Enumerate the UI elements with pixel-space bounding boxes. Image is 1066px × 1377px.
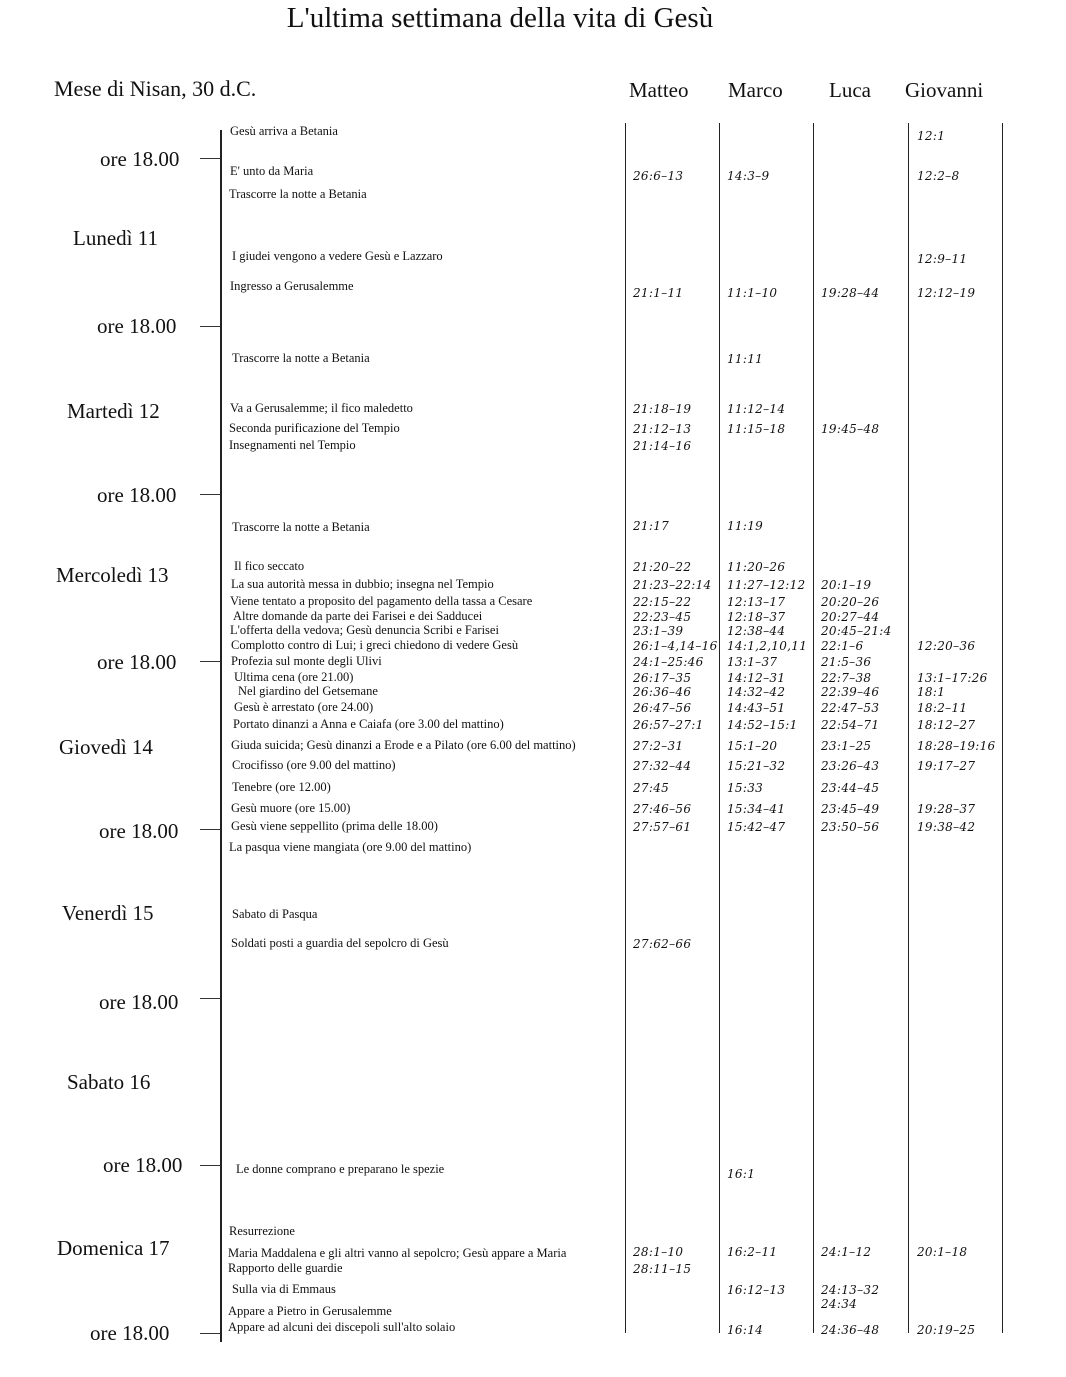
event-text: Gesù viene seppellito (prima delle 18.00): [231, 819, 438, 833]
reference-giovanni: 12:20–36: [917, 639, 976, 653]
event-text: Rapporto delle guardie: [228, 1261, 343, 1275]
event-text: La pasqua viene mangiata (ore 9.00 del mattino): [229, 840, 472, 854]
reference-marco: 15:42–47: [727, 820, 786, 834]
event-text: Tenebre (ore 12.00): [232, 780, 331, 794]
reference-luca: 23:50–56: [821, 820, 880, 834]
timeline-tick: [200, 494, 220, 495]
time-label: ore 18.00: [100, 147, 180, 171]
event-text: I giudei vengono a vedere Gesù e Lazzaro: [232, 249, 443, 263]
event-text: Trascorre la notte a Betania: [232, 520, 370, 534]
reference-marco: 11:19: [727, 519, 764, 533]
day-label: Martedì 12: [67, 399, 160, 423]
reference-marco: 11:11: [727, 352, 764, 366]
reference-marco: 14:3–9: [727, 169, 770, 183]
gospel-header-luca: Luca: [829, 78, 871, 102]
reference-matteo: 26:47–56: [633, 701, 692, 715]
event-text: E' unto da Maria: [230, 164, 314, 178]
time-label: ore 18.00: [99, 819, 179, 843]
reference-matteo: 26:1–4,14–16: [633, 639, 718, 653]
reference-marco: 11:27–12:12: [727, 578, 806, 592]
reference-luca: 20:45–21:4: [821, 624, 892, 638]
event-text: Gesù arriva a Betania: [230, 124, 338, 138]
event-text: Resurrezione: [229, 1224, 295, 1238]
reference-matteo: 26:57–27:1: [633, 718, 704, 732]
reference-marco: 11:12–14: [727, 402, 786, 416]
event-text: Le donne comprano e preparano le spezie: [236, 1162, 445, 1176]
reference-matteo: 27:46–56: [633, 802, 692, 816]
reference-matteo: 21:18–19: [633, 402, 692, 416]
reference-luca: 23:1–25: [821, 739, 872, 753]
event-text: Trascorre la notte a Betania: [232, 351, 370, 365]
time-label: ore 18.00: [97, 483, 177, 507]
reference-giovanni: 19:28–37: [917, 802, 976, 816]
day-label: Giovedì 14: [59, 735, 153, 759]
reference-marco: 14:32–42: [727, 685, 786, 699]
reference-giovanni: 19:17–27: [917, 759, 976, 773]
time-label: ore 18.00: [90, 1321, 170, 1345]
reference-marco: 12:13–17: [727, 595, 786, 609]
reference-luca: 22:47–53: [821, 701, 880, 715]
event-text: Appare a Pietro in Gerusalemme: [228, 1304, 392, 1318]
reference-luca: 24:34: [821, 1297, 858, 1311]
day-label: Domenica 17: [57, 1236, 170, 1260]
event-text: L'offerta della vedova; Gesù denuncia Scribi e Farisei: [230, 623, 499, 637]
column-divider: [908, 123, 909, 1333]
time-label: ore 18.00: [97, 650, 177, 674]
reference-giovanni: 18:1: [917, 685, 946, 699]
event-text: Complotto contro di Lui; i greci chiedono di vedere Gesù: [231, 638, 519, 652]
reference-marco: 11:15–18: [727, 422, 786, 436]
reference-matteo: 28:11–15: [633, 1262, 692, 1276]
event-text: La sua autorità messa in dubbio; insegna nel Tempio: [231, 577, 494, 591]
event-text: Va a Gerusalemme; il fico maledetto: [230, 401, 413, 415]
timeline-tick: [200, 1165, 220, 1166]
reference-luca: 24:13–32: [821, 1283, 880, 1297]
reference-matteo: 28:1–10: [633, 1245, 684, 1259]
timeline-tick: [200, 1333, 220, 1334]
reference-marco: 15:34–41: [727, 802, 786, 816]
event-text: Sabato di Pasqua: [232, 907, 318, 921]
reference-matteo: 27:57–61: [633, 820, 692, 834]
reference-matteo: 27:32–44: [633, 759, 692, 773]
reference-luca: 23:44–45: [821, 781, 880, 795]
reference-matteo: 27:45: [633, 781, 670, 795]
reference-matteo: 21:14–16: [633, 439, 692, 453]
reference-luca: 20:1–19: [821, 578, 872, 592]
reference-luca: 23:45–49: [821, 802, 880, 816]
reference-giovanni: 12:9–11: [917, 252, 968, 266]
gospel-header-matteo: Matteo: [629, 78, 689, 102]
reference-marco: 15:21–32: [727, 759, 786, 773]
reference-marco: 14:52–15:1: [727, 718, 798, 732]
column-divider: [625, 123, 626, 1333]
reference-giovanni: 18:12–27: [917, 718, 976, 732]
reference-marco: 14:12–31: [727, 671, 786, 685]
timeline-axis: [220, 130, 222, 1342]
reference-luca: 22:39–46: [821, 685, 880, 699]
event-text: Trascorre la notte a Betania: [229, 187, 367, 201]
reference-giovanni: 20:1–18: [917, 1245, 968, 1259]
event-text: Altre domande da parte dei Farisei e dei Sadducei: [233, 609, 483, 623]
reference-luca: 22:7–38: [821, 671, 872, 685]
time-label: ore 18.00: [97, 314, 177, 338]
reference-marco: 14:43–51: [727, 701, 786, 715]
reference-luca: 24:36–48: [821, 1323, 880, 1337]
reference-luca: 24:1–12: [821, 1245, 872, 1259]
event-text: Insegnamenti nel Tempio: [229, 438, 356, 452]
event-text: Gesù è arrestato (ore 24.00): [234, 700, 374, 714]
reference-giovanni: 13:1–17:26: [917, 671, 988, 685]
reference-matteo: 21:1–11: [633, 286, 684, 300]
reference-matteo: 22:15–22: [633, 595, 692, 609]
time-label: ore 18.00: [103, 1153, 183, 1177]
reference-matteo: 26:6–13: [633, 169, 684, 183]
reference-matteo: 24:1–25:46: [633, 655, 704, 669]
event-text: Gesù muore (ore 15.00): [231, 801, 351, 815]
event-text: Soldati posti a guardia del sepolcro di Gesù: [231, 936, 449, 950]
reference-marco: 16:12–13: [727, 1283, 786, 1297]
column-divider: [813, 123, 814, 1333]
event-text: Sulla via di Emmaus: [232, 1282, 336, 1296]
reference-marco: 12:38–44: [727, 624, 786, 638]
reference-giovanni: 18:2–11: [917, 701, 968, 715]
reference-marco: 14:1,2,10,11: [727, 639, 808, 653]
column-divider: [719, 123, 720, 1333]
reference-luca: 21:5–36: [821, 655, 872, 669]
reference-marco: 15:1–20: [727, 739, 778, 753]
reference-giovanni: 12:12–19: [917, 286, 976, 300]
event-text: Giuda suicida; Gesù dinanzi a Erode e a Pilato (ore 6.00 del mattino): [231, 738, 576, 752]
month-label: Mese di Nisan, 30 d.C.: [54, 76, 257, 101]
reference-giovanni: 18:28–19:16: [917, 739, 996, 753]
event-text: Il fico seccato: [234, 559, 305, 573]
timeline-tick: [200, 158, 220, 159]
reference-marco: 16:14: [727, 1323, 764, 1337]
reference-marco: 12:18–37: [727, 610, 786, 624]
reference-luca: 20:20–26: [821, 595, 880, 609]
reference-matteo: 26:36–46: [633, 685, 692, 699]
reference-matteo: 26:17–35: [633, 671, 692, 685]
event-text: Ultima cena (ore 21.00): [234, 670, 354, 684]
reference-matteo: 21:20–22: [633, 560, 692, 574]
timeline-tick: [200, 998, 220, 999]
event-text: Ingresso a Gerusalemme: [230, 279, 354, 293]
timeline-tick: [200, 661, 220, 662]
day-label: Mercoledì 13: [56, 563, 169, 587]
reference-luca: 22:54–71: [821, 718, 880, 732]
reference-matteo: 21:17: [633, 519, 670, 533]
reference-matteo: 21:23–22:14: [633, 578, 712, 592]
reference-matteo: 27:2–31: [633, 739, 684, 753]
day-label: Lunedì 11: [73, 226, 158, 250]
reference-marco: 11:20–26: [727, 560, 786, 574]
event-text: Seconda purificazione del Tempio: [229, 421, 400, 435]
reference-giovanni: 19:38–42: [917, 820, 976, 834]
reference-luca: 23:26–43: [821, 759, 880, 773]
event-text: Nel giardino del Getsemane: [238, 684, 378, 698]
reference-marco: 15:33: [727, 781, 764, 795]
reference-luca: 19:45–48: [821, 422, 880, 436]
reference-matteo: 27:62–66: [633, 937, 692, 951]
reference-luca: 19:28–44: [821, 286, 880, 300]
day-label: Sabato 16: [67, 1070, 151, 1094]
gospel-header-giovanni: Giovanni: [905, 78, 984, 102]
event-text: Portato dinanzi a Anna e Caiafa (ore 3.00 del mattino): [233, 717, 504, 731]
timeline-tick: [200, 326, 220, 327]
event-text: Viene tentato a proposito del pagamento della tassa a Cesare: [230, 594, 533, 608]
reference-matteo: 22:23–45: [633, 610, 692, 624]
reference-marco: 16:2–11: [727, 1245, 778, 1259]
event-text: Maria Maddalena e gli altri vanno al sepolcro; Gesù appare a Maria: [228, 1246, 567, 1260]
reference-luca: 22:1–6: [821, 639, 864, 653]
time-label: ore 18.00: [99, 990, 179, 1014]
gospel-header-marco: Marco: [728, 78, 783, 102]
reference-giovanni: 12:1: [917, 129, 946, 143]
reference-giovanni: 20:19–25: [917, 1323, 976, 1337]
reference-matteo: 21:12–13: [633, 422, 692, 436]
event-text: Crocifisso (ore 9.00 del mattino): [232, 758, 396, 772]
event-text: Appare ad alcuni dei discepoli sull'alto solaio: [228, 1320, 456, 1334]
reference-matteo: 23:1–39: [633, 624, 684, 638]
reference-marco: 13:1–37: [727, 655, 778, 669]
reference-marco: 11:1–10: [727, 286, 778, 300]
column-divider: [1002, 123, 1003, 1333]
event-text: Profezia sul monte degli Ulivi: [231, 654, 382, 668]
timeline-tick: [200, 829, 220, 830]
day-label: Venerdì 15: [62, 901, 154, 925]
reference-luca: 20:27–44: [821, 610, 880, 624]
reference-marco: 16:1: [727, 1167, 756, 1181]
page-title: L'ultima settimana della vita di Gesù: [286, 2, 714, 34]
reference-giovanni: 12:2–8: [917, 169, 960, 183]
